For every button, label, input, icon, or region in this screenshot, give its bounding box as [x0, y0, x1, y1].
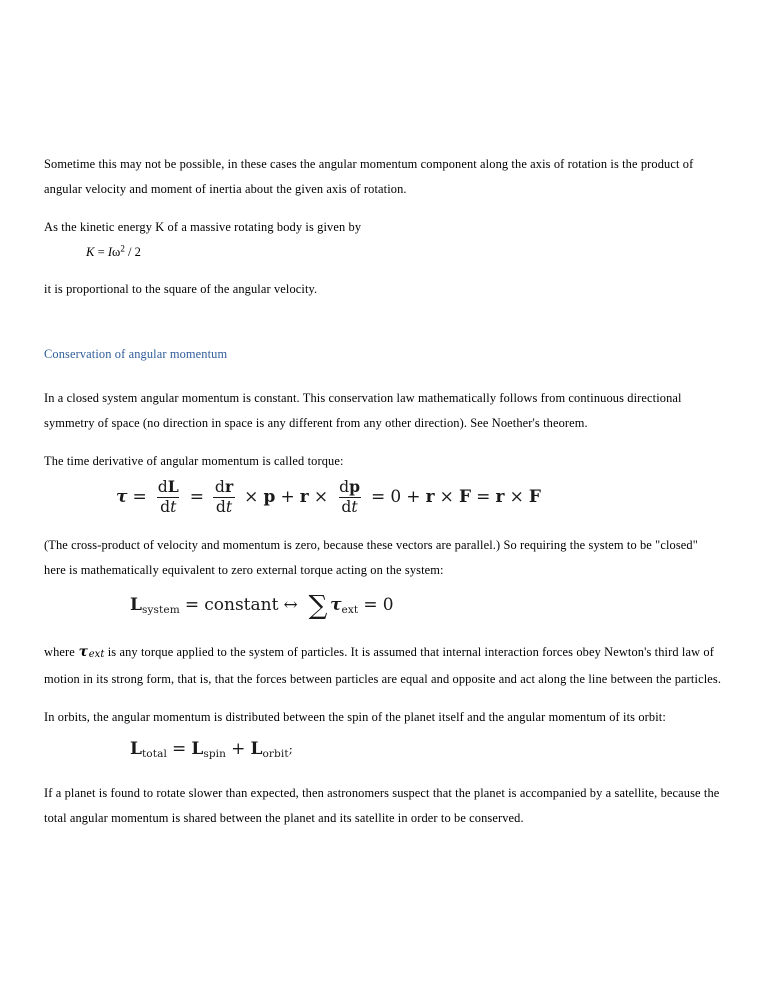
spacer: [44, 627, 722, 640]
equation-torque-equals-1: =: [132, 487, 147, 507]
paragraph-intro: Sometime this may not be possible, in these cases the angular momentum component along the axis of rotation is the product of angular velocity and moment of inertia about the given axis of rotation.: [44, 157, 694, 196]
equation-total-plus: +: [231, 739, 246, 760]
spacer: [44, 302, 722, 344]
equation-torque-equals-4: =: [476, 487, 491, 507]
equation-conservation-tau: [330, 595, 358, 616]
equation-conservation-tau-letter: τ: [330, 594, 342, 615]
equation-conservation-tau-subscript: ext: [341, 603, 359, 616]
equation-total-semicolon: ;: [288, 742, 293, 757]
equation-torque-den-dt-2: dt: [213, 497, 235, 515]
equation-torque-F-1: F: [458, 487, 472, 507]
equation-torque-plus-2: +: [406, 487, 421, 507]
formula-symbol-omega: ω: [112, 245, 121, 259]
equation-torque-p: p: [263, 487, 276, 507]
spacer: [44, 768, 722, 781]
equation-torque-r-3: r: [495, 487, 505, 507]
inline-tau-subscript: ext: [88, 649, 105, 661]
paragraph-proportional: it is proportional to the square of the angular velocity.: [44, 282, 318, 296]
equation-torque: [44, 474, 722, 520]
paragraph-external-torque-rest: is any torque applied to the system of particles. It is assumed that internal interaction forces obey Newton's third law of motion in its strong form, that is, that the forces between particles are equal and opposite and act along the line between the particles.: [44, 645, 722, 687]
equation-torque-times-1: ×: [244, 487, 259, 507]
equation-conservation-L-letter: L: [130, 594, 142, 615]
equation-conservation-constant: constant: [204, 595, 279, 615]
formula-symbol-i: I: [107, 245, 113, 259]
equation-total-L-spin: [191, 739, 226, 760]
equation-torque-tau: τ: [116, 487, 128, 507]
equation-torque-equals-2: =: [189, 487, 204, 507]
equation-conservation-zero: 0: [382, 595, 394, 615]
spacer: [44, 692, 722, 705]
equation-torque-equals-3: =: [370, 487, 386, 507]
spacer: [44, 364, 722, 386]
equation-conservation-L: [130, 595, 180, 616]
equation-torque-num-dL: dL: [157, 477, 179, 497]
equation-total-angular-momentum: [44, 730, 722, 768]
formula-symbol-k: K: [86, 245, 95, 259]
equation-torque-den-dt-3: dt: [339, 497, 361, 515]
equation-torque-zero: 0: [390, 487, 402, 507]
section-heading-conservation: Conservation of angular momentum: [44, 347, 228, 361]
paragraph-external-torque: [44, 640, 722, 692]
formula-kinetic-energy: [44, 240, 722, 264]
equation-conservation-arrow: ↔: [283, 595, 298, 615]
formula-equals-sign: =: [97, 245, 105, 259]
equation-torque-frac-dr-dt: [212, 479, 236, 515]
equation-total-L-total: [130, 739, 167, 760]
spacer: [44, 202, 722, 215]
equation-conservation-equals-2: =: [363, 595, 378, 615]
spacer: [44, 436, 722, 449]
equation-conservation-equals-1: =: [184, 595, 200, 615]
equation-torque-frac-dL-dt: [155, 479, 182, 515]
paragraph-external-torque-lead: where: [44, 645, 79, 659]
equation-torque-den-dt-1: dt: [157, 497, 179, 515]
equation-total-L-orbit: [250, 739, 288, 760]
equation-conservation: [44, 583, 722, 627]
spacer: [44, 520, 722, 533]
equation-total-L3-subscript: orbit: [262, 747, 289, 760]
paragraph-orbits: In orbits, the angular momentum is distributed between the spin of the planet itself and the angular momentum of its orbit:: [44, 710, 666, 725]
paragraph-planet-satellite: If a planet is found to rotate slower than expected, then astronomers suspect that the planet is accompanied by a satellite, because the total angular momentum is shared between the planet and its satellite in order to be conserved.: [44, 786, 720, 826]
document-content: [44, 152, 722, 831]
equation-torque-times-3: ×: [439, 487, 454, 507]
equation-torque-frac-dp-dt: [336, 479, 363, 515]
equation-torque-plus-1: +: [280, 487, 295, 507]
paragraph-closed-system: In a closed system angular momentum is constant. This conservation law mathematically follows from continuous directional symmetry of space (no direction in space is any different from any other direction). See Noether's theorem.: [44, 391, 682, 430]
equation-total-L1-letter: L: [130, 738, 142, 759]
equation-torque-times-2: ×: [313, 487, 329, 507]
equation-torque-r-2: r: [425, 487, 435, 507]
formula-exponent: 2: [120, 243, 125, 254]
paragraph-time-derivative: The time derivative of angular momentum is called torque:: [44, 454, 344, 468]
summation-icon: ∑: [308, 590, 328, 621]
formula-divider: / 2: [128, 245, 141, 259]
equation-total-L3-letter: L: [250, 738, 263, 759]
equation-total-L2-subscript: spin: [203, 747, 227, 760]
equation-torque-times-4: ×: [509, 487, 524, 507]
equation-conservation-L-subscript: system: [141, 603, 180, 616]
equation-torque-num-dp: dp: [339, 477, 361, 497]
inline-tau-symbol: τ: [78, 644, 89, 660]
equation-total-equals: =: [172, 739, 187, 760]
equation-total-L2-letter: L: [191, 738, 204, 759]
paragraph-kinetic-energy-intro: As the kinetic energy K of a massive rotating body is given by: [44, 220, 362, 234]
paragraph-cross-product: (The cross-product of velocity and momentum is zero, because these vectors are parallel.) So requiring the system to be "closed" here is mathematically equivalent to zero external torque acting on the system:: [44, 538, 698, 577]
equation-torque-num-dr: dr: [214, 477, 234, 497]
equation-total-L1-subscript: total: [141, 747, 167, 760]
equation-torque-r-1: r: [299, 487, 309, 507]
spacer: [44, 264, 722, 277]
equation-torque-F-2: F: [528, 487, 541, 507]
